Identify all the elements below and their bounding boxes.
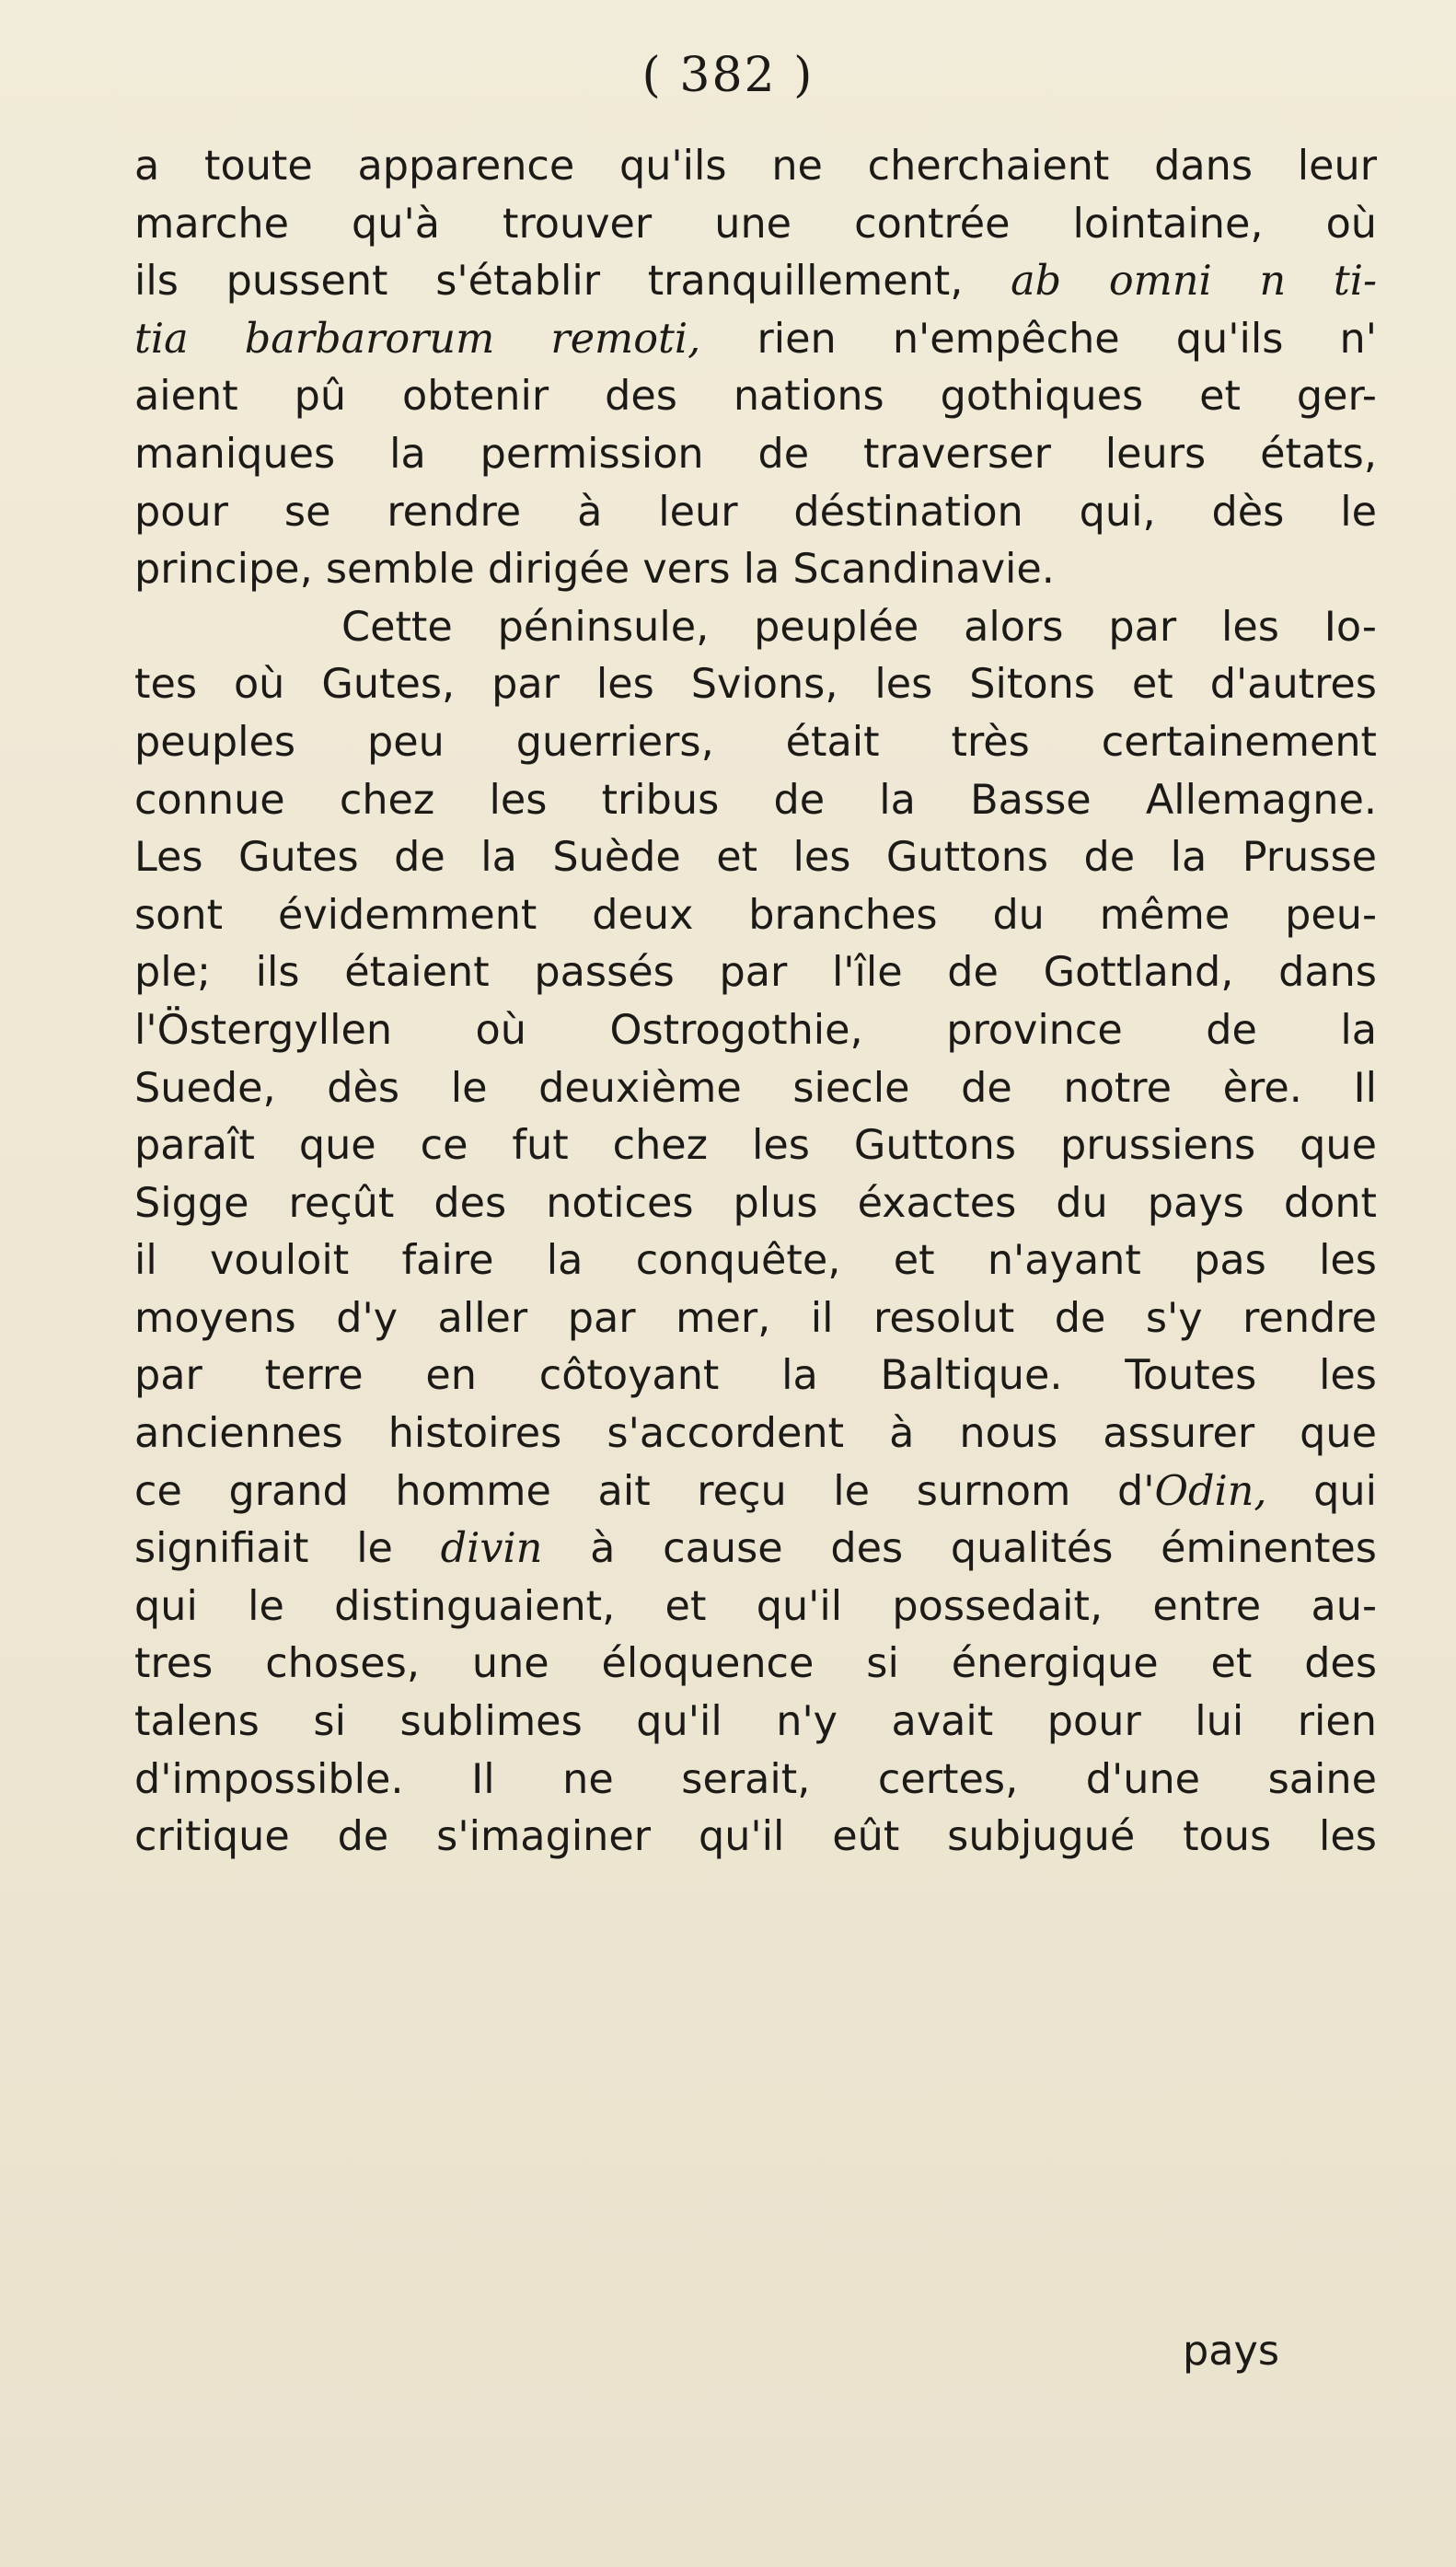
text-line: anciennes histoires s'accordent à nous assurer que bbox=[134, 1410, 1377, 1458]
name-italic-text: Odin, bbox=[1154, 1467, 1267, 1515]
page-body-text bbox=[134, 138, 1377, 1867]
text-line: moyens d'y aller par mer, il resolut de s'y rendre bbox=[134, 1294, 1377, 1342]
text-line bbox=[134, 311, 1377, 369]
text-line: paraît que ce fut chez les Guttons prussiens que bbox=[134, 1122, 1377, 1170]
text-line: critique de s'imaginer qu'il eût subjugué tous les bbox=[134, 1813, 1377, 1861]
catchword: pays bbox=[1183, 2328, 1280, 2375]
text-line: qui le distinguaient, et qu'il possedait, entre au- bbox=[134, 1582, 1377, 1630]
text-line: talens si sublimes qu'il n'y avait pour lui rien bbox=[134, 1698, 1377, 1746]
text-line: Les Gutes de la Suède et les Guttons de la Prusse bbox=[134, 834, 1377, 882]
text-line: Suede, dès le deuxième siecle de notre ère. Il bbox=[134, 1064, 1377, 1112]
text-line: il vouloit faire la conquête, et n'ayant pas les bbox=[134, 1237, 1377, 1285]
text-line: tes où Gutes, par les Svions, les Sitons et d'autres bbox=[134, 661, 1377, 709]
text-line: pour se rendre à leur déstination qui, dès le bbox=[134, 488, 1377, 536]
text-line: d'impossible. Il ne serait, certes, d'une saine bbox=[134, 1755, 1377, 1803]
text-line: sont évidemment deux branches du même peu- bbox=[134, 891, 1377, 939]
text-span: à cause des qualités éminentes bbox=[542, 1525, 1377, 1573]
text-span: ce grand homme ait reçu le surnom d' bbox=[134, 1467, 1155, 1515]
text-line: Cette péninsule, peuplée alors par les Io- bbox=[341, 603, 1377, 651]
text-line: marche qu'à trouver une contrée lointaine, où bbox=[134, 200, 1377, 248]
text-line: Sigge reçût des notices plus éxactes du pays dont bbox=[134, 1179, 1377, 1227]
italic-text: divin bbox=[440, 1525, 543, 1573]
text-line: par terre en côtoyant la Baltique. Toutes les bbox=[134, 1352, 1377, 1400]
text-line bbox=[134, 253, 1377, 311]
text-line: aient pû obtenir des nations gothiques et ger- bbox=[134, 373, 1377, 421]
text-span: ils pussent s'établir tranquillement, bbox=[134, 258, 1011, 306]
text-line: principe, semble dirigée vers la Scandinavie. bbox=[134, 546, 1055, 594]
text-line: tres choses, une éloquence si énergique et des bbox=[134, 1640, 1377, 1688]
text-span: rien n'empêche qu'ils n' bbox=[700, 315, 1377, 363]
text-line: ple; ils étaient passés par l'île de Gottland, dans bbox=[134, 949, 1377, 997]
page-number: ( 382 ) bbox=[641, 48, 815, 103]
latin-italic-text: ab omni n ti- bbox=[1011, 258, 1377, 306]
paragraph-2 bbox=[134, 599, 1377, 1867]
text-line bbox=[134, 1463, 1377, 1521]
text-line: a toute apparence qu'ils ne cherchaient dans leur bbox=[134, 143, 1377, 190]
text-line: maniques la permission de traverser leurs états, bbox=[134, 430, 1377, 478]
text-line: l'Östergyllen où Ostrogothie, province de la bbox=[134, 1006, 1377, 1054]
text-span: signifiait le bbox=[134, 1525, 441, 1573]
paragraph-1 bbox=[134, 138, 1377, 599]
text-line: peuples peu guerriers, était très certainement bbox=[134, 718, 1377, 766]
latin-italic-text: tia barbarorum remoti, bbox=[134, 315, 701, 363]
text-line: connue chez les tribus de la Basse Allemagne. bbox=[134, 776, 1377, 824]
text-line bbox=[134, 1521, 1377, 1578]
text-span: qui bbox=[1266, 1467, 1377, 1515]
